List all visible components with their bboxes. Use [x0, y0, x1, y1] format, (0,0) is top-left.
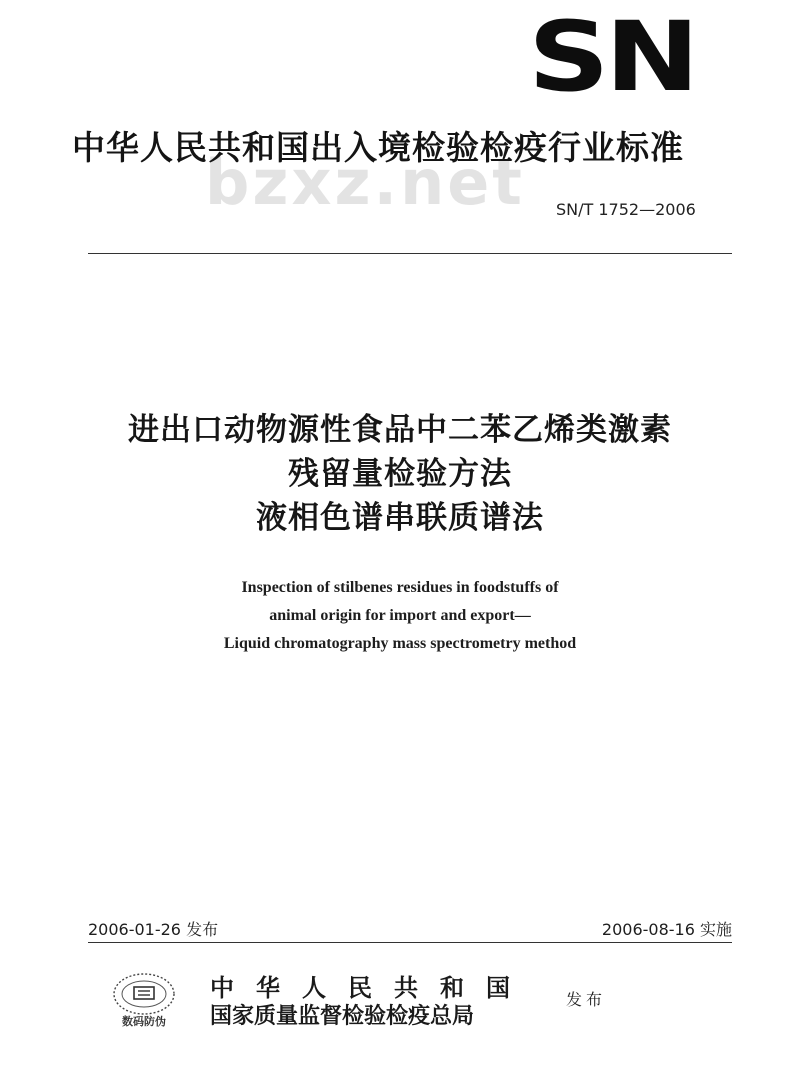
- organization-header: 中华人民共和国出入境检验检疫行业标准: [72, 128, 684, 167]
- issuing-authority: [210, 974, 532, 1030]
- issuer-line-1: 中华人民共和国: [210, 973, 532, 1002]
- header-divider: [88, 253, 732, 254]
- seal-label: 数码防伪: [122, 1015, 166, 1028]
- chinese-title-line-1: 进出口动物源性食品中二苯乙烯类激素: [128, 412, 672, 448]
- footer-divider: [88, 942, 732, 943]
- watermark: bzxz.net: [205, 146, 525, 219]
- chinese-title-line-3: 液相色谱串联质谱法: [256, 500, 544, 536]
- seal-icon: [108, 970, 180, 1030]
- chinese-title-line-2: 残留量检验方法: [288, 456, 512, 492]
- english-title-line-1: Inspection of stilbenes residues in foodstuffs of: [241, 579, 559, 596]
- english-title-line-3: Liquid chromatography mass spectrometry method: [223, 635, 577, 652]
- english-title: [0, 574, 800, 658]
- issue-date: 2006-01-26 发布: [88, 920, 219, 939]
- chinese-title: [0, 408, 800, 540]
- anti-counterfeit-seal: [108, 970, 180, 1030]
- sn-logo: SN: [528, 1, 695, 113]
- effective-date: 2006-08-16 实施: [601, 920, 732, 939]
- english-title-line-2: animal origin for import and export—: [269, 607, 531, 624]
- date-row: [88, 918, 732, 942]
- standard-number: SN/T 1752—2006: [556, 200, 696, 219]
- publish-label: 发布: [566, 990, 607, 1009]
- issuer-line-2: 国家质量监督检验检疫总局: [210, 1003, 475, 1029]
